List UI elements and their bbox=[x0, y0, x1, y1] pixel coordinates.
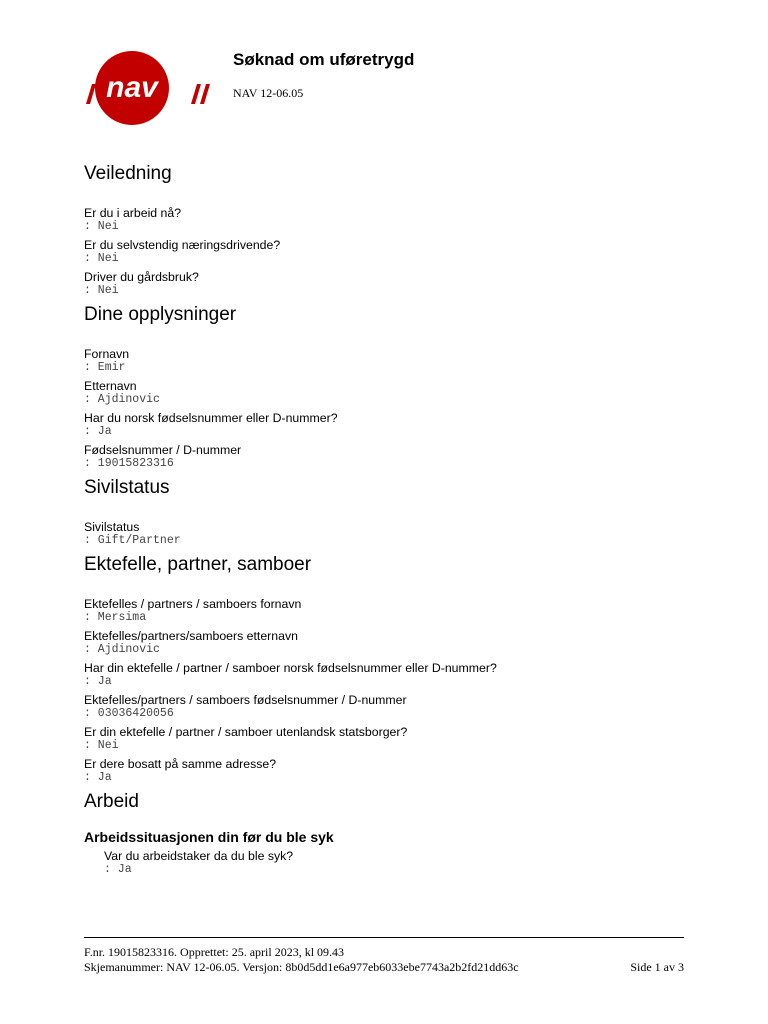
form-code: NAV 12-06.05 bbox=[233, 86, 304, 100]
section-arbeid bbox=[84, 790, 684, 876]
field-question: Driver du gårdsbruk? bbox=[84, 270, 199, 284]
field-question: Ektefelles/partners / samboers fødselsnummer / D-nummer bbox=[84, 693, 407, 707]
section-heading: Arbeid bbox=[84, 791, 139, 812]
field-ektefelle-utenlandsk bbox=[84, 725, 684, 752]
field-answer: : 19015823316 bbox=[84, 457, 174, 470]
field-answer: : Ja bbox=[84, 771, 112, 784]
field-question: Etternavn bbox=[84, 379, 137, 393]
field-question: Ektefelles/partners/samboers etternavn bbox=[84, 629, 298, 643]
section-veiledning bbox=[84, 162, 684, 297]
document-title: Søknad om uføretrygd bbox=[233, 50, 415, 69]
footer-version: Skjemanummer: NAV 12-06.05. Versjon: 8b0d5dd1e6a977eb6033ebe7743a2b2fd21dd63c bbox=[84, 960, 519, 974]
page-footer bbox=[84, 945, 684, 975]
field-etternavn bbox=[84, 379, 684, 406]
field-question: Ektefelles / partners / samboers fornavn bbox=[84, 597, 302, 611]
field-answer: : Gift/Partner bbox=[84, 534, 181, 547]
field-ektefelle-fodselsnummer bbox=[84, 693, 684, 720]
field-question: Er din ektefelle / partner / samboer utenlandsk statsborger? bbox=[84, 725, 408, 739]
footer-version-row bbox=[84, 960, 684, 975]
section-dine-opplysninger bbox=[84, 303, 684, 470]
subsection-heading: Arbeidssituasjonen din før du ble syk bbox=[84, 829, 334, 845]
field-sivilstatus bbox=[84, 520, 684, 547]
footer-divider bbox=[84, 937, 684, 938]
logo-text: nav bbox=[106, 71, 158, 104]
field-answer: : Mersima bbox=[84, 611, 147, 624]
field-answer: : Ajdinovic bbox=[84, 393, 160, 406]
section-heading: Sivilstatus bbox=[84, 477, 170, 498]
field-fodselsnummer bbox=[84, 443, 684, 470]
section-heading: Ektefelle, partner, samboer bbox=[84, 554, 312, 575]
field-ektefelle-etternavn bbox=[84, 629, 684, 656]
field-answer: : Emir bbox=[84, 361, 126, 374]
field-question: Er dere bosatt på samme adresse? bbox=[84, 757, 277, 771]
field-question: Har din ektefelle / partner / samboer norsk fødselsnummer eller D-nummer? bbox=[84, 661, 497, 675]
field-naeringsdrivende bbox=[84, 238, 684, 265]
section-heading: Dine opplysninger bbox=[84, 304, 237, 325]
field-answer: : Nei bbox=[84, 220, 119, 233]
field-answer: : Nei bbox=[84, 284, 119, 297]
field-samme-adresse bbox=[84, 757, 684, 784]
field-answer: : Nei bbox=[84, 252, 119, 265]
field-question: Var du arbeidstaker da du ble syk? bbox=[104, 849, 294, 863]
field-fornavn bbox=[84, 347, 684, 374]
field-ektefelle-fornavn bbox=[84, 597, 684, 624]
field-question: Har du norsk fødselsnummer eller D-nummer? bbox=[84, 411, 338, 425]
field-answer: : Ja bbox=[104, 863, 132, 876]
section-sivilstatus bbox=[84, 476, 684, 547]
section-ektefelle bbox=[84, 553, 684, 784]
field-har-fodselsnummer bbox=[84, 411, 684, 438]
field-question: Fornavn bbox=[84, 347, 130, 361]
field-question: Er du i arbeid nå? bbox=[84, 206, 182, 220]
field-answer: : Ja bbox=[84, 675, 112, 688]
field-question: Fødselsnummer / D-nummer bbox=[84, 443, 242, 457]
field-i-arbeid bbox=[84, 206, 684, 233]
footer-created-line: F.nr. 19015823316. Opprettet: 25. april 2023, kl 09.43 bbox=[84, 945, 345, 959]
page-number: Side 1 av 3 bbox=[630, 960, 684, 974]
form-content bbox=[84, 162, 684, 882]
field-answer: : 03036420056 bbox=[84, 707, 174, 720]
field-answer: : Ja bbox=[84, 425, 112, 438]
field-answer: : Nei bbox=[84, 739, 119, 752]
nav-logo bbox=[84, 48, 212, 128]
field-question: Sivilstatus bbox=[84, 520, 140, 534]
section-heading: Veiledning bbox=[84, 163, 172, 184]
field-question: Er du selvstendig næringsdrivende? bbox=[84, 238, 281, 252]
field-arbeidstaker bbox=[104, 849, 684, 876]
field-answer: : Ajdinovic bbox=[84, 643, 160, 656]
field-gardsbruk bbox=[84, 270, 684, 297]
field-ektefelle-har-fodselsnummer bbox=[84, 661, 684, 688]
